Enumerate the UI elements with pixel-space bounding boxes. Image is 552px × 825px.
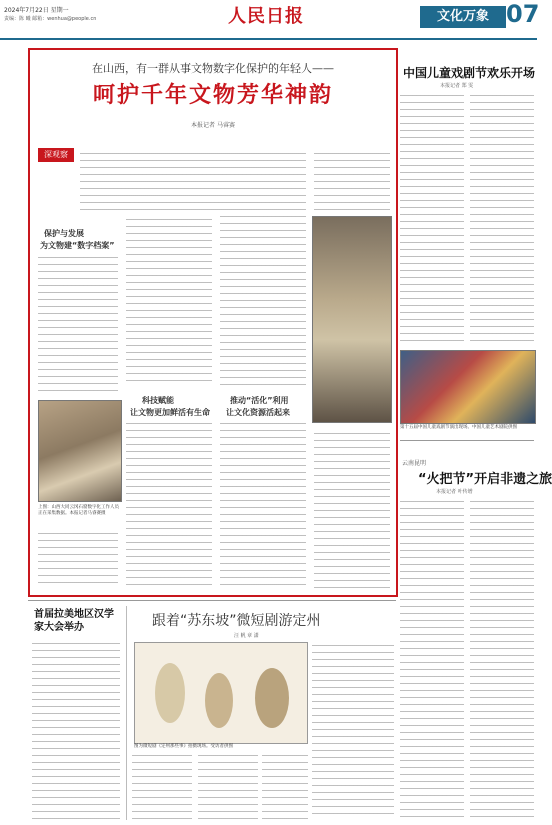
dongpo-headline[interactable]: 跟着“苏东坡”微短剧游定州 [152,613,321,629]
section-title: 文化万象 [420,6,506,28]
lead-subhead-5: 推动“活化”利用 [230,396,289,405]
lead-column-2b [126,420,212,588]
lead-column-3b [220,420,306,588]
lead-column-1b [38,530,118,588]
lead-story[interactable] [28,48,398,597]
dongpo-byline: 汪 帆 章 潇 [234,633,259,639]
lead-subhead-4: 让文物更加鲜活有生命 [130,408,210,417]
torch-column-2 [470,498,534,820]
lead-column-2 [126,216,212,386]
lead-subhead-6: 让文化资源活起来 [226,408,290,417]
editor-line: 责编：陈 曦 邮箱：wenhua@people.cn [4,16,97,22]
lead-photo-2 [312,216,392,423]
drama-festival-byline: 本报记者 郑 雯 [440,83,474,89]
torch-kicker: 云南昆明 [402,460,427,467]
dongpo-caption: 图为微短剧《定州那些事》拍摄现场。受访者供图 [134,744,233,749]
dongpo-column-3 [312,642,394,820]
torch-festival-headline[interactable]: “火把节”开启非遗之旅 [418,472,552,487]
lead-subhead-2: 为文物建“数字档案” [40,241,115,250]
lead-subhead-1: 保护与发展 [44,229,84,238]
lead-bottom-divider [28,600,396,601]
bottom-vertical-divider [126,606,127,820]
drama-festival-column-1 [400,92,464,342]
figure-2 [205,673,233,728]
deep-look-badge: 深观察 [38,148,74,162]
lead-subhead-3: 科技赋能 [142,396,174,405]
lead-column-4b [314,430,390,588]
issue-date: 2024年7月22日 星期一 [4,7,69,14]
sinologist-headline[interactable]: 首届拉美地区汉学家大会举办 [34,609,114,633]
drama-festival-photo [400,350,536,424]
lead-intro [80,150,220,210]
dongpo-column-4 [262,752,308,820]
figure-1 [155,663,185,723]
drama-festival-column-2 [470,92,534,342]
figure-3 [255,668,289,728]
masthead [0,0,540,42]
lead-photo-1 [38,400,122,502]
lead-column-4 [314,150,390,210]
dongpo-illustration [134,642,308,744]
lead-column-1 [38,254,118,394]
torch-festival-byline: 本报记者 叶传增 [436,489,473,495]
right-divider [400,440,534,441]
paper-logo: 人民日报 [228,6,304,27]
drama-festival-caption: 第十五届中国儿童戏剧节演出现场。中国儿童艺术剧院供图 [400,425,517,430]
masthead-rule [0,38,537,40]
lead-column-3 [220,150,306,388]
dongpo-column-1 [132,752,192,820]
torch-column-1 [400,498,464,820]
lead-kicker: 在山西，有一群从事文物数字化保护的年轻人—— [92,62,334,75]
sinologist-column [32,640,120,820]
lead-headline[interactable]: 呵护千年文物芳华神韵 [92,83,333,108]
lead-byline: 本报记者 马睿赛 [191,122,235,129]
dongpo-column-2 [198,752,258,820]
page-number: 07 [506,0,540,28]
drama-festival-headline[interactable]: 中国儿童戏剧节欢乐开场 [403,66,536,80]
lead-photo-caption: 上图：山西大同云冈石窟数字化工作人员正在采集数据。本报记者马睿赛摄 [38,505,119,516]
